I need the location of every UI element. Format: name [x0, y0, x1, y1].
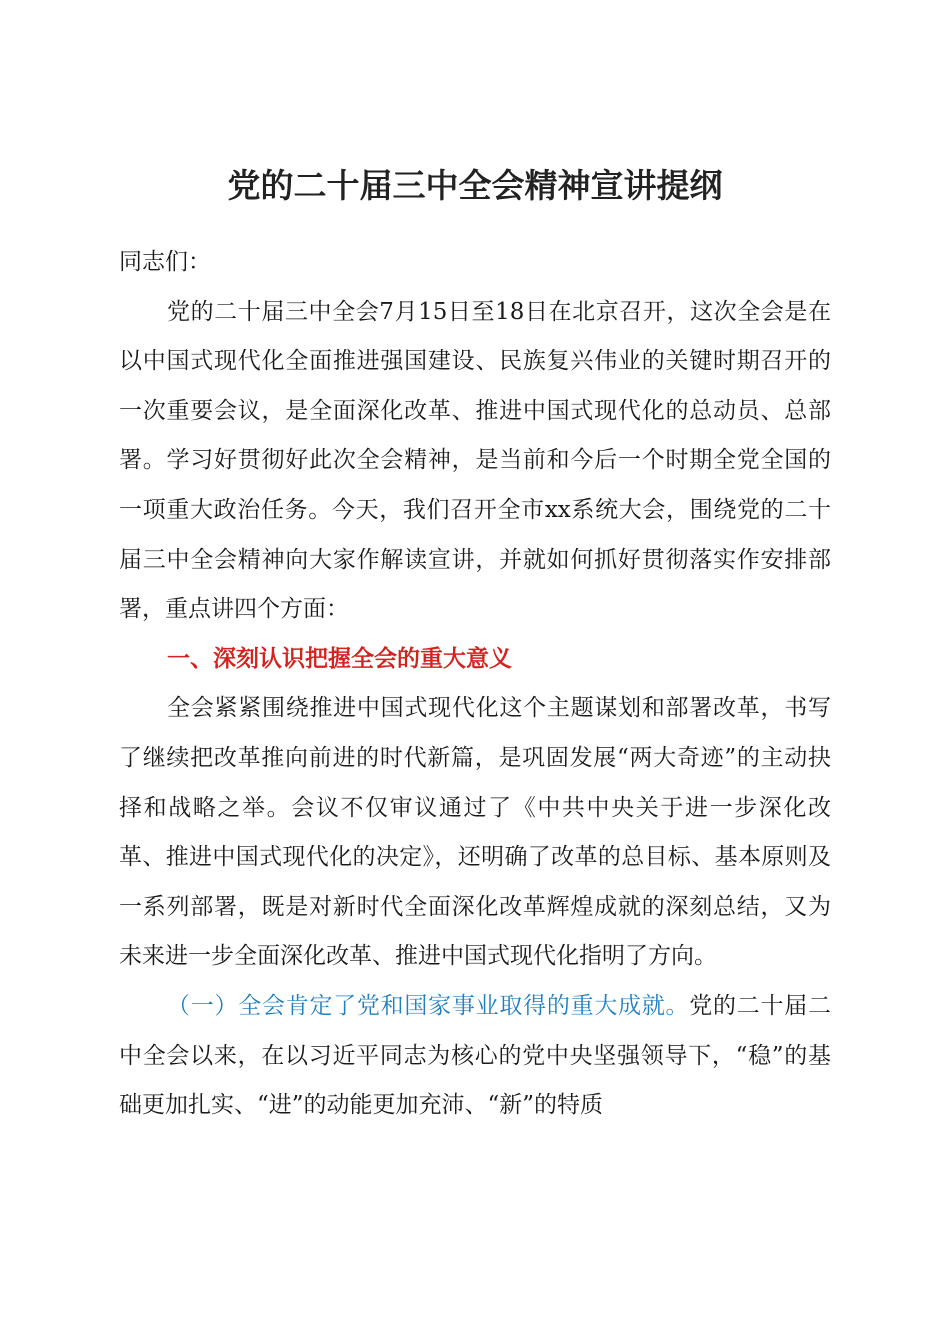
subsection-1-paragraph — [119, 982, 831, 1131]
subsection-1-body: 党的二十届二中全会以来，在以习近平同志为核心的党中央坚强领导下，“稳”的基础更加扎实、“进”的动能更加充沛、“新”的特质 — [119, 992, 832, 1119]
document-body — [119, 238, 831, 1131]
section-heading-1: 一、深刻认识把握全会的重大意义 — [167, 645, 512, 672]
section-1-paragraph: 全会紧紧围绕推进中国式现代化这个主题谋划和部署改革，书写了继续把改革推向前进的时代新篇，是巩固发展“两大奇迹”的主动抉择和战略之举。会议不仅审议通过了《中共中央关于进一步深化改革、推进中国式现代化的决定》，还明确了改革的总目标、基本原则及一系列部署，既是对新时代全面深化改革辉煌成就的深刻总结，又为未来进一步全面深化改革、推进中国式现代化指明了方向。 — [119, 695, 831, 970]
intro-paragraph: 党的二十届三中全会7月15日至18日在北京召开，这次全会是在以中国式现代化全面推进强国建设、民族复兴伟业的关键时期召开的一次重要会议，是全面深化改革、推进中国式现代化的总动员、总部署。学习好贯彻好此次全会精神，是当前和今后一个时期全党全国的一项重大政治任务。今天，我们召开全市xx系统大会，围绕党的二十届三中全会精神向大家作解读宣讲，并就如何抓好贯彻落实作安排部署，重点讲四个方面： — [119, 298, 831, 623]
document-title: 党的二十届三中全会精神宣讲提纲 — [227, 166, 723, 205]
greeting-line: 同志们： — [119, 249, 211, 275]
subsection-heading-1: （一）全会肯定了党和国家事业取得的重大成就。 — [167, 992, 690, 1019]
